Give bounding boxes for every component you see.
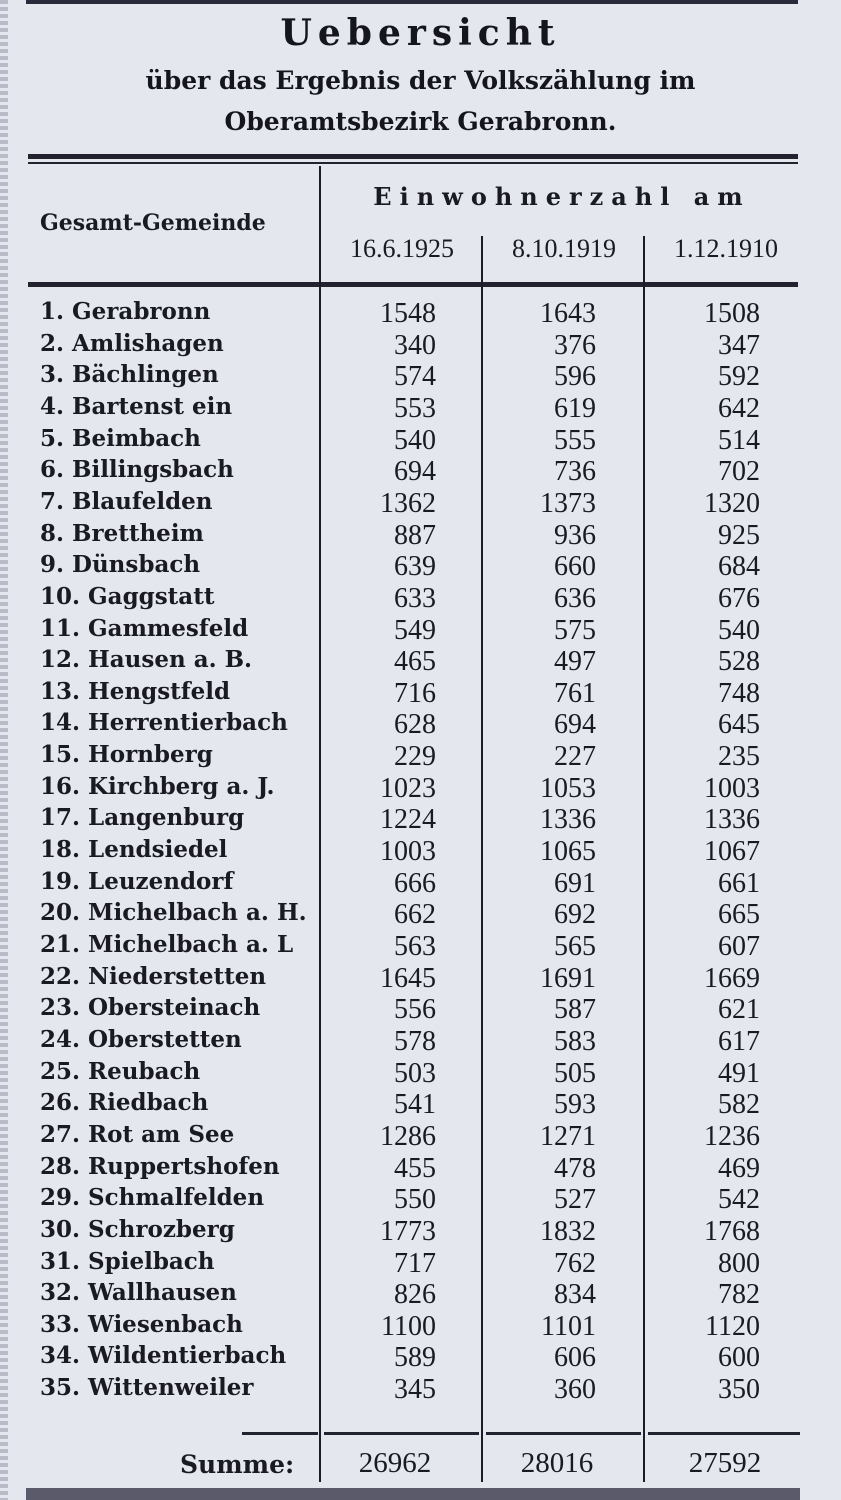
table-row	[0, 520, 841, 551]
table-row	[0, 1311, 841, 1342]
table-row	[0, 836, 841, 867]
value-1925: 345	[394, 1374, 436, 1406]
value-1919: 1832	[540, 1215, 596, 1247]
value-1925: 550	[394, 1184, 436, 1216]
value-1919: 360	[554, 1374, 596, 1406]
value-1910: 540	[718, 614, 760, 646]
value-1919: 227	[554, 741, 596, 773]
value-1925: 541	[394, 1089, 436, 1121]
value-1919: 1053	[540, 772, 596, 804]
value-1925: 1548	[380, 298, 436, 329]
value-1925: 716	[394, 677, 436, 709]
table-row	[0, 678, 841, 709]
municipality-name: 9. Dünsbach	[40, 551, 201, 579]
column-group-header: Einwohnerzahl am	[373, 182, 751, 211]
value-1910: 1003	[704, 772, 760, 804]
value-1925: 1224	[380, 804, 436, 836]
municipality-name: 6. Billingsbach	[40, 456, 234, 484]
page-title: Uebersicht	[280, 12, 561, 54]
value-1925: 826	[394, 1279, 436, 1311]
value-1910: 600	[718, 1342, 760, 1374]
table-row	[0, 1248, 841, 1279]
value-1925: 1100	[381, 1310, 436, 1342]
municipality-name: 29. Schmalfelden	[40, 1184, 265, 1212]
value-1925: 578	[394, 1025, 436, 1057]
value-1919: 606	[554, 1342, 596, 1374]
value-1919: 636	[554, 582, 596, 614]
table-row	[0, 1153, 841, 1184]
table-row	[0, 583, 841, 614]
municipality-name: 13. Hengstfeld	[40, 677, 231, 705]
value-1919: 619	[554, 392, 596, 424]
value-1925: 574	[394, 361, 436, 393]
subtitle-line-2: Oberamtsbezirk Gerabronn.	[224, 107, 617, 136]
value-1910: 592	[718, 361, 760, 393]
value-1910: 748	[718, 677, 760, 709]
value-1925: 1003	[380, 836, 436, 868]
table-row	[0, 931, 841, 962]
column-header-1925: 16.6.1925	[350, 234, 454, 263]
value-1919: 497	[554, 646, 596, 678]
value-1925: 717	[394, 1247, 436, 1279]
value-1925: 1362	[380, 487, 436, 519]
value-1910: 1508	[704, 298, 760, 329]
value-1925: 694	[394, 456, 436, 488]
municipality-name: 7. Blaufelden	[40, 487, 213, 515]
table-row	[0, 994, 841, 1025]
table-row	[0, 1279, 841, 1310]
column-header-municipality: Gesamt-Gemeinde	[40, 210, 266, 236]
municipality-name: 15. Hornberg	[40, 741, 213, 769]
value-1919: 834	[554, 1279, 596, 1311]
value-1925: 662	[394, 899, 436, 931]
table-row	[0, 361, 841, 392]
value-1910: 528	[718, 646, 760, 678]
municipality-name: 5. Beimbach	[40, 424, 201, 452]
value-1910: 1320	[704, 487, 760, 519]
column-header-1910: 1.12.1910	[674, 234, 778, 263]
value-1910: 491	[718, 1057, 760, 1089]
value-1919: 694	[554, 709, 596, 741]
municipality-name: 8. Brettheim	[40, 519, 204, 547]
value-1910: 702	[718, 456, 760, 488]
value-1910: 582	[718, 1089, 760, 1121]
municipality-name: 30. Schrozberg	[40, 1215, 235, 1243]
sum-label: Summe:	[180, 1450, 295, 1479]
value-1910: 1768	[704, 1215, 760, 1247]
municipality-name: 2. Amlishagen	[40, 329, 224, 357]
value-1919: 1691	[540, 962, 596, 994]
bottom-rule	[26, 1488, 800, 1500]
municipality-name: 20. Michelbach a. H.	[40, 899, 307, 927]
municipality-name: 33. Wiesenbach	[40, 1310, 243, 1338]
value-1910: 925	[718, 519, 760, 551]
sum-rule	[648, 1432, 800, 1435]
sum-rule	[324, 1432, 479, 1435]
value-1910: 469	[718, 1152, 760, 1184]
municipality-name: 31. Spielbach	[40, 1247, 215, 1275]
municipality-name: 27. Rot am See	[40, 1120, 235, 1148]
value-1925: 540	[394, 424, 436, 456]
municipality-name: 21. Michelbach a. L	[40, 931, 294, 958]
table-row	[0, 741, 841, 772]
municipality-name: 23. Obersteinach	[40, 994, 261, 1022]
table-row	[0, 709, 841, 740]
municipality-name: 17. Langenburg	[40, 804, 245, 832]
value-1910: 782	[718, 1279, 760, 1311]
header-rule-thick	[28, 154, 798, 159]
table-row	[0, 298, 841, 329]
value-1919: 1336	[540, 804, 596, 836]
municipality-name: 12. Hausen a. B.	[40, 646, 253, 674]
value-1925: 549	[394, 614, 436, 646]
header-rule-thin	[28, 162, 798, 164]
table-row	[0, 330, 841, 361]
municipality-name: 3. Bächlingen	[40, 361, 219, 389]
value-1925: 639	[394, 551, 436, 583]
municipality-name: 18. Lendsiedel	[40, 836, 228, 864]
value-1919: 692	[554, 899, 596, 931]
value-1910: 514	[718, 424, 760, 456]
value-1925: 563	[394, 931, 436, 962]
value-1925: 666	[394, 867, 436, 899]
value-1910: 645	[718, 709, 760, 741]
table-row	[0, 1026, 841, 1057]
table-row	[0, 456, 841, 487]
value-1919: 691	[554, 867, 596, 899]
table-row	[0, 425, 841, 456]
value-1925: 553	[394, 392, 436, 424]
municipality-name: 25. Reubach	[40, 1057, 201, 1085]
value-1910: 542	[718, 1184, 760, 1216]
value-1919: 596	[554, 361, 596, 393]
value-1910: 235	[718, 741, 760, 773]
value-1910: 350	[718, 1374, 760, 1406]
value-1919: 1373	[540, 487, 596, 519]
value-1910: 1236	[704, 1120, 760, 1152]
table-row	[0, 1374, 841, 1405]
value-1919: 593	[554, 1089, 596, 1121]
value-1910: 607	[718, 931, 760, 962]
value-1919: 660	[554, 551, 596, 583]
value-1910: 1067	[704, 836, 760, 868]
value-1919: 936	[554, 519, 596, 551]
value-1925: 887	[394, 519, 436, 551]
value-1919: 1643	[540, 298, 596, 329]
value-1919: 736	[554, 456, 596, 488]
table-row	[0, 551, 841, 582]
value-1925: 229	[394, 741, 436, 773]
value-1919: 376	[554, 329, 596, 361]
header-bottom-rule	[28, 282, 798, 287]
value-1925: 633	[394, 582, 436, 614]
table-row	[0, 646, 841, 677]
municipality-name: 14. Herrentierbach	[40, 709, 288, 737]
value-1919: 565	[554, 931, 596, 962]
municipality-name: 28. Ruppertshofen	[40, 1152, 280, 1180]
sum-1910: 27592	[688, 1447, 762, 1479]
value-1925: 340	[394, 329, 436, 361]
sum-1919: 28016	[520, 1447, 594, 1479]
value-1925: 1286	[380, 1120, 436, 1152]
municipality-name: 16. Kirchberg a. J.	[40, 772, 275, 800]
value-1910: 1336	[704, 804, 760, 836]
value-1919: 762	[554, 1247, 596, 1279]
value-1925: 589	[394, 1342, 436, 1374]
table-row	[0, 615, 841, 646]
value-1925: 556	[394, 994, 436, 1026]
value-1925: 1773	[380, 1215, 436, 1247]
table-row	[0, 1342, 841, 1373]
value-1919: 587	[554, 994, 596, 1026]
municipality-name: 4. Bartenst ein	[40, 392, 233, 420]
table-row	[0, 1216, 841, 1247]
municipality-name: 24. Oberstetten	[40, 1025, 242, 1053]
value-1925: 455	[394, 1152, 436, 1184]
value-1925: 503	[394, 1057, 436, 1089]
table-row	[0, 488, 841, 519]
value-1910: 617	[718, 1025, 760, 1057]
subtitle-line-1: über das Ergebnis der Volkszählung im	[145, 66, 696, 95]
value-1919: 761	[554, 677, 596, 709]
municipality-name: 26. Riedbach	[40, 1089, 209, 1117]
value-1919: 527	[554, 1184, 596, 1216]
table-row	[0, 963, 841, 994]
value-1925: 1645	[380, 962, 436, 994]
value-1919: 555	[554, 424, 596, 456]
value-1919: 505	[554, 1057, 596, 1089]
municipality-name: 1. Gerabronn	[40, 298, 211, 325]
top-rule	[26, 0, 798, 4]
value-1910: 800	[718, 1247, 760, 1279]
value-1919: 575	[554, 614, 596, 646]
table-row	[0, 804, 841, 835]
table-row	[0, 1089, 841, 1120]
table-row	[0, 1058, 841, 1089]
table-row	[0, 393, 841, 424]
municipality-name: 35. Wittenweiler	[40, 1374, 254, 1402]
value-1910: 642	[718, 392, 760, 424]
municipality-name: 11. Gammesfeld	[40, 614, 249, 642]
value-1919: 1271	[540, 1120, 596, 1152]
municipality-name: 19. Leuzendorf	[40, 867, 234, 895]
value-1910: 1669	[704, 962, 760, 994]
sum-rule	[486, 1432, 641, 1435]
municipality-name: 10. Gaggstatt	[40, 582, 215, 610]
value-1919: 1065	[540, 836, 596, 868]
table-row	[0, 868, 841, 899]
sum-1925: 26962	[358, 1447, 432, 1479]
value-1910: 661	[718, 867, 760, 899]
table-row	[0, 1184, 841, 1215]
table-row	[0, 773, 841, 804]
municipality-name: 34. Wildentierbach	[40, 1342, 287, 1370]
value-1910: 347	[718, 329, 760, 361]
value-1919: 478	[554, 1152, 596, 1184]
value-1910: 1120	[705, 1310, 760, 1342]
table-row	[0, 1121, 841, 1152]
value-1910: 621	[718, 994, 760, 1026]
value-1910: 676	[718, 582, 760, 614]
value-1919: 583	[554, 1025, 596, 1057]
value-1925: 1023	[380, 772, 436, 804]
value-1910: 665	[718, 899, 760, 931]
sum-rule	[242, 1432, 318, 1435]
value-1925: 628	[394, 709, 436, 741]
value-1925: 465	[394, 646, 436, 678]
value-1910: 684	[718, 551, 760, 583]
table-row	[0, 899, 841, 930]
municipality-name: 32. Wallhausen	[40, 1279, 237, 1307]
value-1919: 1101	[541, 1310, 596, 1342]
column-header-1919: 8.10.1919	[512, 234, 616, 263]
municipality-name: 22. Niederstetten	[40, 962, 267, 990]
